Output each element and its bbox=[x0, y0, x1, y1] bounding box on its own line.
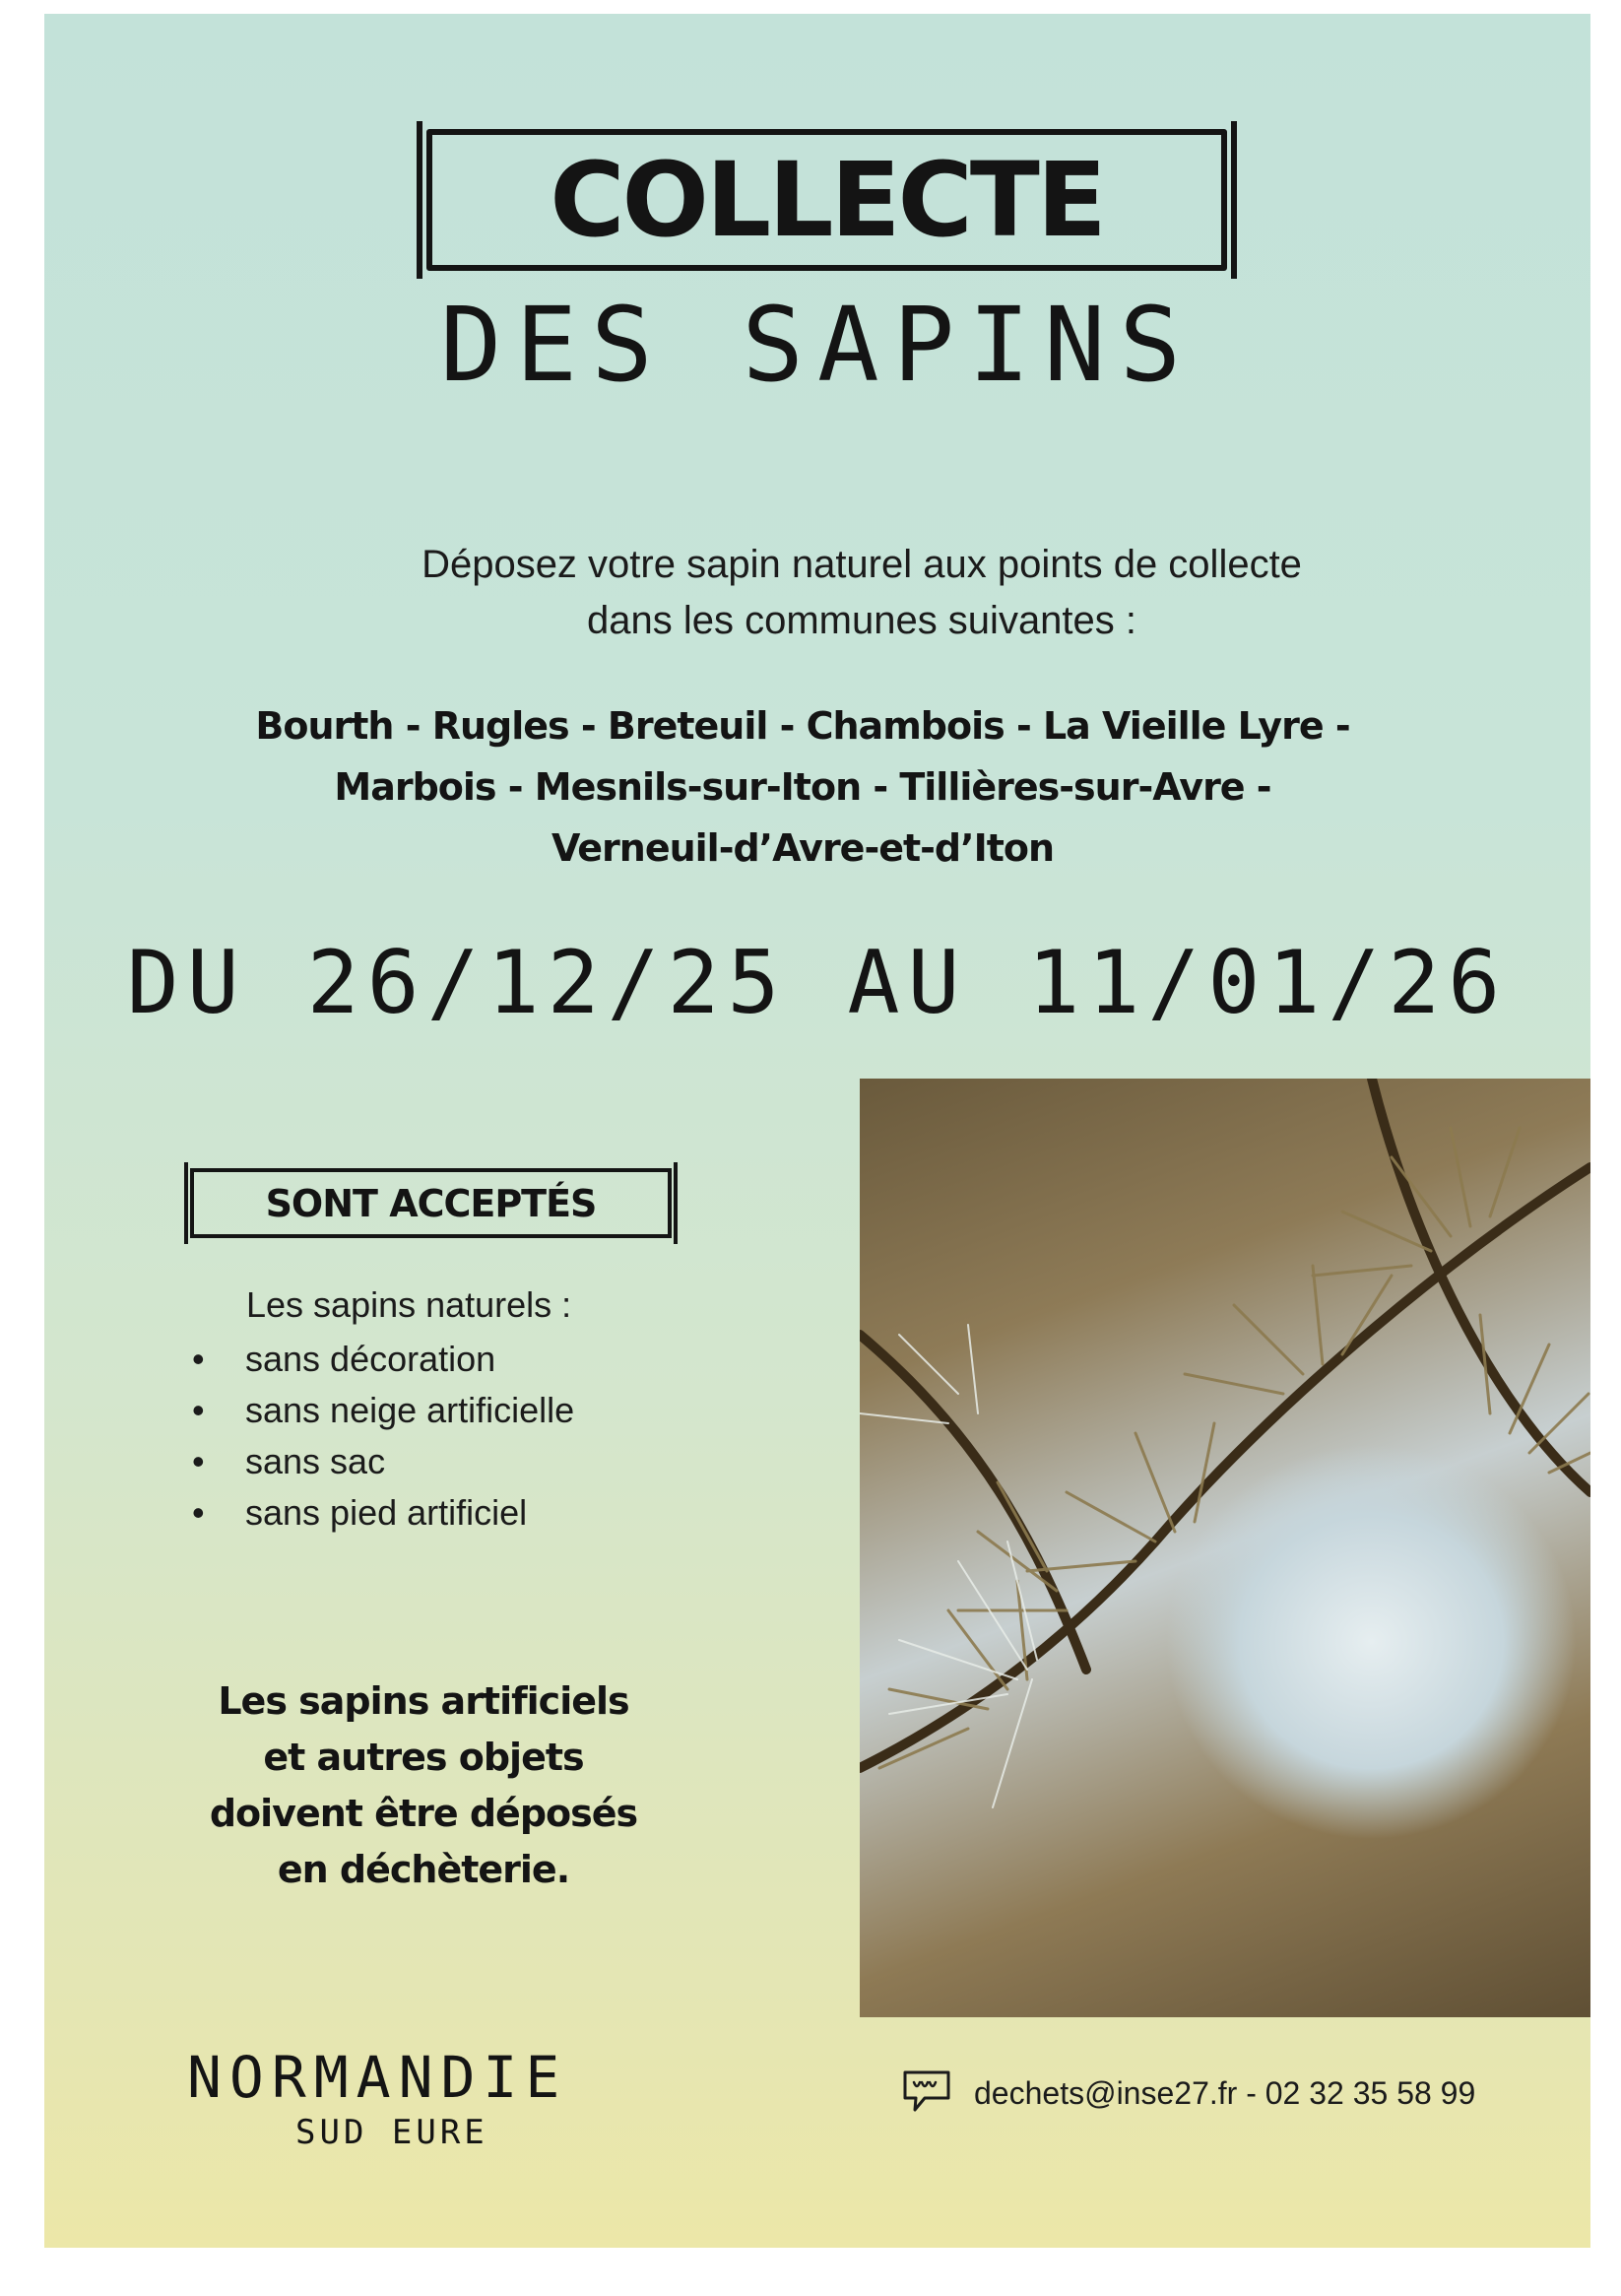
intro-line-2: dans les communes suivantes : bbox=[586, 599, 1137, 642]
title-sub: DES SAPINS bbox=[439, 285, 1196, 405]
artificial-trees-notice bbox=[153, 1673, 694, 1898]
logo-sud-eure: SUD EURE bbox=[295, 2113, 488, 2152]
contact-info bbox=[901, 2068, 1475, 2119]
collection-dates: DU 26/12/25 AU 11/01/26 bbox=[126, 932, 1509, 1033]
accepted-heading bbox=[190, 1168, 672, 1238]
chat-bubble-icon bbox=[901, 2068, 952, 2119]
notice-line-4: en déchèterie. bbox=[277, 1848, 570, 1891]
contact-text[interactable]: dechets@inse27.fr - 02 32 35 58 99 bbox=[974, 2075, 1476, 2111]
intro-line-1: Déposez votre sapin naturel aux points de collecte bbox=[421, 543, 1302, 586]
intro-text bbox=[44, 537, 1590, 649]
accepted-list-heading: Les sapins naturels : bbox=[246, 1284, 572, 1325]
list-item: • sans pied artificiel bbox=[192, 1487, 574, 1539]
title-main: COLLECTE bbox=[550, 140, 1104, 260]
town-line-3: Verneuil-d’Avre-et-d’Iton bbox=[551, 826, 1055, 870]
list-item: • sans neige artificielle bbox=[192, 1385, 574, 1436]
town-list bbox=[103, 695, 1502, 879]
town-line-1: Bourth - Rugles - Breteuil - Chambois - La Vieille Lyre - bbox=[255, 704, 1350, 748]
notice-line-1: Les sapins artificiels bbox=[218, 1679, 629, 1723]
notice-line-3: doivent être déposés bbox=[209, 1792, 638, 1835]
accepted-list bbox=[192, 1334, 574, 1539]
accepted-heading-label: SONT ACCEPTÉS bbox=[265, 1181, 597, 1225]
town-line-2: Marbois - Mesnils-sur-Iton - Tillières-sur-Avre - bbox=[334, 765, 1271, 809]
notice-line-2: et autres objets bbox=[263, 1736, 584, 1779]
list-item: • sans décoration bbox=[192, 1334, 574, 1385]
list-item: • sans sac bbox=[192, 1436, 574, 1487]
title-box bbox=[426, 129, 1227, 271]
logo-normandie: NORMANDIE bbox=[187, 2044, 568, 2111]
poster bbox=[44, 14, 1590, 2248]
pine-branch-illustration bbox=[860, 1079, 1590, 2017]
pine-branch-photo bbox=[860, 1079, 1590, 2017]
